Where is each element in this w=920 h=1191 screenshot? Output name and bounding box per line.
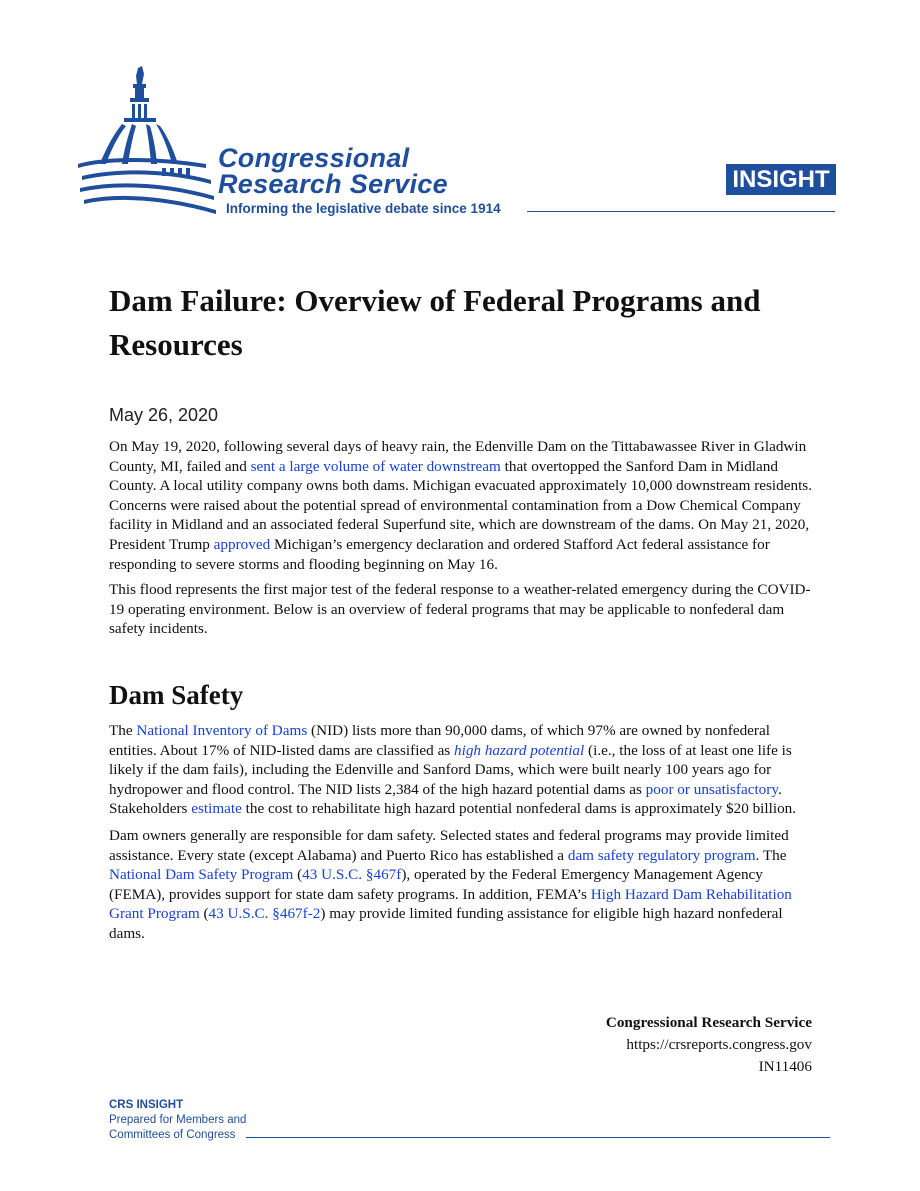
link-43-usc-467f-2[interactable]: 43 U.S.C. §467f-2	[208, 905, 321, 923]
tagline-rule	[527, 211, 835, 212]
paragraph-4: Dam owners generally are responsible for dam safety. Selected states and federal programs may provide limited assistance. Every state (except Alabama) and Puerto Rico has established a dam safety regulatory program. The National Dam Safety Program (43 U.S.C. §467f), operated by the Federal Emergency Management Agency (FEMA), provides support for state dam safety programs. In addition, FEMA’s High Hazard Dam Rehabilitation Grant Program (43 U.S.C. §467f-2) may provide limited funding assistance for eligible high hazard nonfederal dams.	[109, 826, 792, 942]
paragraph-2: This flood represents the first major test of the federal response to a weather-related emergency during the COVID-19 operating environment. Below is an overview of federal programs that may be applicable to nonfederal dam safety incidents.	[109, 581, 811, 638]
crs-insight-footer	[109, 1098, 246, 1143]
link-high-hazard-dam-rehab-grant[interactable]: High Hazard Dam Rehabilitation Grant Program	[109, 885, 792, 923]
link-dam-safety-regulatory-program[interactable]: dam safety regulatory program	[567, 846, 756, 864]
page-header	[0, 0, 920, 230]
footer-rule	[246, 1137, 830, 1138]
link-43-usc-467f[interactable]: 43 U.S.C. §467f	[302, 866, 402, 884]
dam-safety-block	[109, 721, 815, 944]
crs-insight-label: CRS INSIGHT	[109, 1099, 184, 1111]
capitol-dome-icon	[76, 64, 221, 214]
section-heading-dam-safety: Dam Safety	[109, 680, 244, 710]
link-national-dam-safety-program[interactable]: National Dam Safety Program	[109, 866, 294, 884]
intro-paragraph-block	[109, 437, 815, 639]
paragraph-1: On May 19, 2020, following several days of heavy rain, the Edenville Dam on the Tittabawassee River in Gladwin County, MI, failed and sent a large volume of water downstream that overtopped the Sanford Dam in Midland County. A local utility company owns both dams. Michigan evacuated approximately 10,000 downstream residents. Concerns were raised about the potential spread of environmental contamination from a Dow Chemical Company facility in Midland and an associated federal Superfund site, which are downstream of the dams. On May 21, 2020, President Trump approved Michigan’s emergency declaration and ordered Stafford Act federal assistance for responding to severe storms and flooding beginning on May 16.	[109, 438, 812, 573]
report-id: IN11406	[758, 1058, 812, 1075]
org-name-line2: Research Service	[218, 169, 448, 199]
paragraph-3: The National Inventory of Dams (NID) lists more than 90,000 dams, of which 97% are owned by nonfederal entities. About 17% of NID-listed dams are classified as high hazard potential (i.e., the loss of at least one life is likely if the dam fails), including the Edenville and Sanford Dams, which were built nearly 100 years ago for hydropower and flood control. The NID lists 2,384 of the high hazard potential dams as poor or unsatisfactory. Stakeholders estimate the cost to rehabilitate high hazard potential nonfederal dams is approximately $20 billion.	[109, 722, 797, 818]
insight-badge: INSIGHT	[726, 164, 836, 195]
footer-url[interactable]: https://crsreports.congress.gov	[626, 1036, 812, 1053]
prepared-for-line2: Committees of Congress	[109, 1129, 236, 1141]
link-approved[interactable]: approved	[213, 535, 271, 553]
publication-date: May 26, 2020	[109, 405, 219, 425]
link-sent-large-volume[interactable]: sent a large volume of water downstream	[250, 457, 501, 475]
footer-org-name: Congressional Research Service	[605, 1014, 812, 1031]
tagline: Informing the legislative debate since 1914	[226, 201, 501, 216]
link-high-hazard-potential[interactable]: high hazard potential	[454, 741, 585, 759]
org-name-line1: Congressional	[218, 143, 410, 173]
link-estimate[interactable]: estimate	[191, 800, 242, 818]
link-poor-or-unsatisfactory[interactable]: poor or unsatisfactory	[645, 780, 778, 798]
footer-report-info	[606, 1012, 812, 1078]
link-national-inventory-of-dams[interactable]: National Inventory of Dams	[136, 722, 308, 739]
page-title: Dam Failure: Overview of Federal Programs and Resources	[109, 283, 761, 362]
prepared-for-line1: Prepared for Members and	[109, 1114, 247, 1126]
